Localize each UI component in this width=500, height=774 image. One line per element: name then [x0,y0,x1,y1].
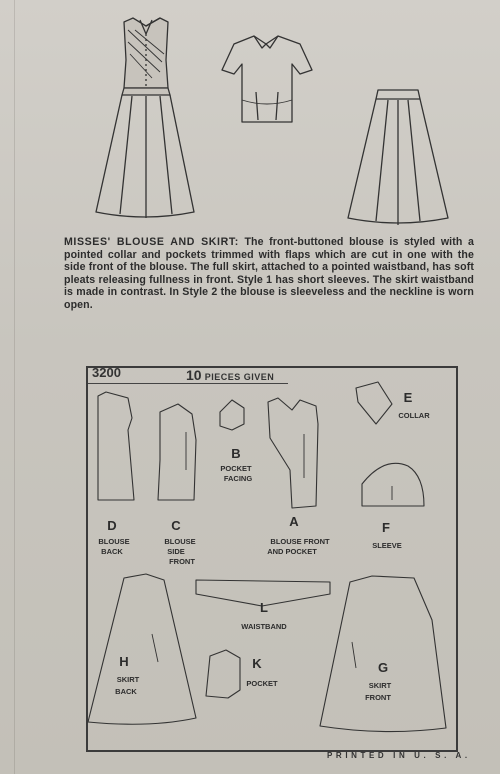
piece-d-shape [98,392,134,500]
piece-b-shape [220,400,244,430]
piece-c-name-3: FRONT [169,557,195,566]
piece-f-shape [362,463,424,506]
piece-e-name-1: COLLAR [398,411,430,420]
piece-h-name-1: SKIRT [116,675,140,684]
piece-g-name-1: SKIRT [368,681,392,690]
piece-g-shape [320,576,446,732]
piece-h-letter: H [119,654,129,669]
piece-d-name-1: BLOUSE [98,537,130,546]
pattern-number: 3200 [92,365,121,380]
description-title: MISSES' BLOUSE AND SKIRT: [64,236,239,248]
piece-h-shape [88,574,196,724]
piece-b-name-2: FACING [223,474,253,483]
piece-a-shape [268,398,318,508]
piece-d-letter: D [107,518,117,533]
piece-d-name-2: BACK [101,547,123,556]
piece-f-name-1: SLEEVE [372,541,402,550]
printed-in-usa: PRINTED IN U. S. A. [327,751,471,760]
piece-k-letter: K [252,656,262,671]
piece-b-name-1: POCKET [220,464,252,473]
piece-k-name-1: POCKET [246,679,278,688]
piece-c-name-2: SIDE [167,547,185,556]
piece-c-shape [158,404,196,500]
piece-l-letter: L [260,600,268,615]
description-body: The front-buttoned blouse is styled with a pointed collar and pockets trimmed with flaps which are cut in one with the side front of the blouse. The full skirt, attached to a pointed waistband, has soft pleats releasing fullness in front. Style 1 has short sleeves. The skirt waistband is made in contrast. In Style 2 the blouse is sleeveless and the neckline is worn open. [64,236,475,311]
piece-g-letter: G [377,660,389,675]
piece-g-name-2: FRONT [365,693,391,702]
piece-a-letter: A [289,514,299,529]
piece-b-letter: B [231,446,241,461]
piece-k-shape [206,650,240,698]
piece-c-letter: C [171,518,181,533]
piece-h-name-2: BACK [115,687,137,696]
piece-c-name-1: BLOUSE [164,537,196,546]
piece-l-name-1: WAISTBAND [241,622,287,631]
pieces-count: 10 [186,367,202,383]
piece-e-shape [356,382,392,424]
piece-a-name-1: BLOUSE FRONT [270,537,330,546]
piece-a-name-2: AND POCKET [267,547,317,556]
pieces-label: PIECES GIVEN [204,372,275,382]
piece-e-letter: E [403,390,413,405]
piece-f-letter: F [382,520,390,535]
